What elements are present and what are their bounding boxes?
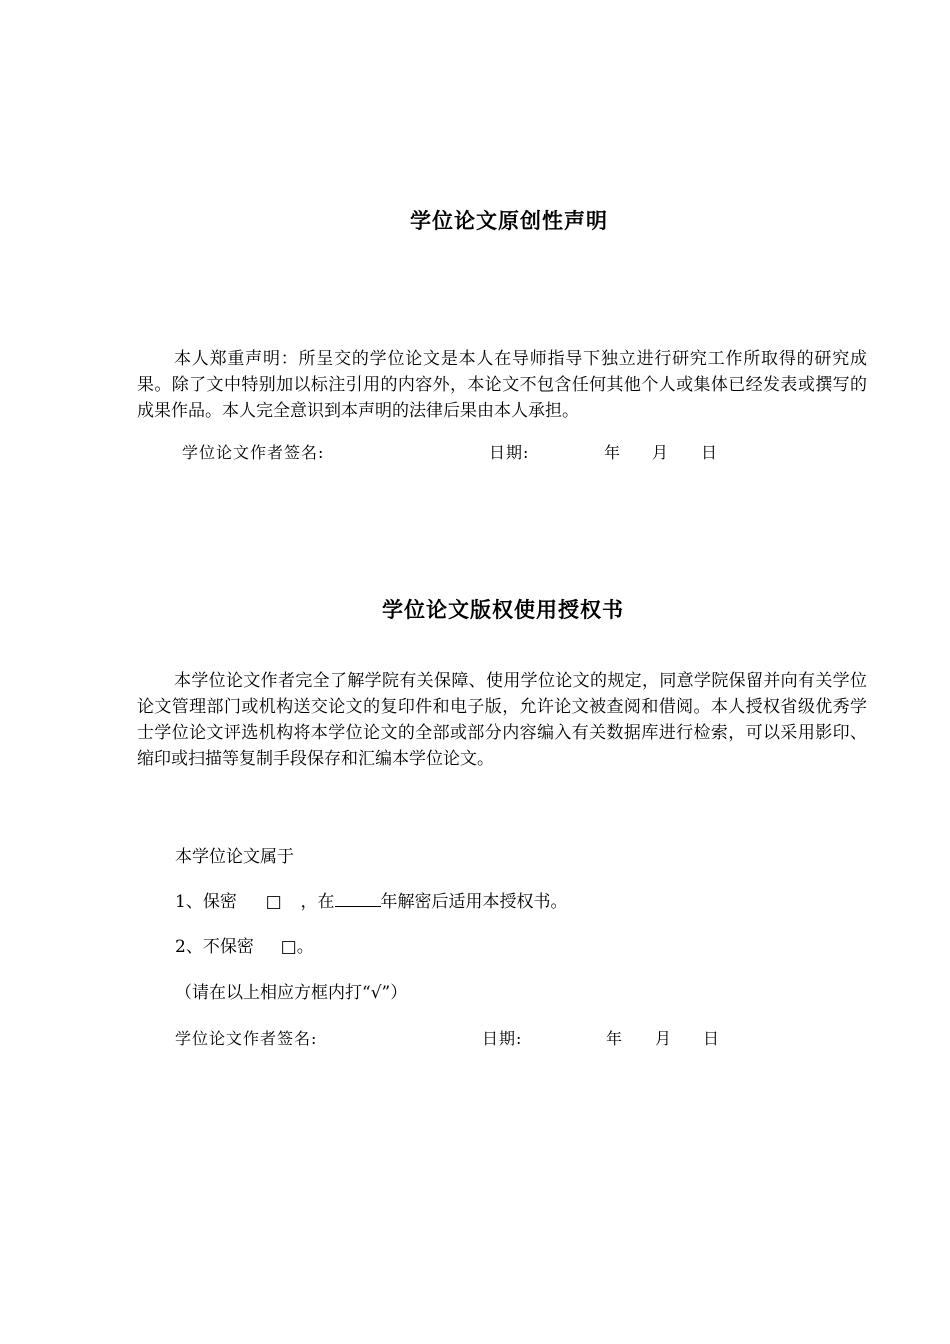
belongs-label: 本学位论文属于 [175, 847, 294, 867]
originality-day-label: 日 [701, 443, 719, 462]
originality-month-label: 月 [652, 443, 670, 462]
authorization-date-label: 日期: [482, 1029, 523, 1048]
option-confidential-label: 1、保密 [175, 892, 237, 912]
option-confidential [175, 887, 568, 912]
not-confidential-checkbox[interactable]: □ [280, 937, 297, 957]
authorization-paragraph: 本学位论文作者完全了解学院有关保障、使用学位论文的规定，同意学院保留并向有关学位论文管理部门或机构送交论文的复印件和电子版，允许论文被查阅和借阅。本人授权省级优秀学士学位论文评选机构将本学位论文的全部或部分内容编入有关数据库进行检索，可以采用影印、缩印或扫描等复制手段保存和汇编本学位论文。 [137, 671, 867, 769]
originality-date-label: 日期: [489, 443, 530, 462]
option-confidential-mid: ，在 [300, 892, 335, 912]
option-not-confidential-suffix: 。 [296, 937, 314, 957]
confidential-years-blank[interactable] [335, 890, 381, 907]
originality-title: 学位论文原创性声明 [410, 208, 608, 233]
authorization-title: 学位论文版权使用授权书 [382, 597, 624, 622]
authorization-day-label: 日 [703, 1029, 721, 1048]
originality-year-label: 年 [604, 443, 622, 462]
authorization-signature-label: 学位论文作者签名: [175, 1029, 318, 1048]
authorization-year-label: 年 [606, 1029, 624, 1048]
checkbox-instruction: （请在以上相应方框内打“√”） [175, 983, 408, 1003]
originality-paragraph: 本人郑重声明：所呈交的学位论文是本人在导师指导下独立进行研究工作所取得的研究成果。除了文中特别加以标注引用的内容外，本论文不包含任何其他个人或集体已经发表或撰写的成果作品。本人完全意识到本声明的法律后果由本人承担。 [137, 349, 867, 421]
option-not-confidential [175, 932, 314, 957]
option-confidential-suffix: 年解密后适用本授权书。 [380, 892, 568, 912]
option-not-confidential-label: 2、不保密 [175, 937, 254, 957]
originality-signature-label: 学位论文作者签名: [182, 443, 325, 462]
authorization-month-label: 月 [655, 1029, 673, 1048]
confidential-checkbox[interactable]: □ [265, 892, 282, 912]
